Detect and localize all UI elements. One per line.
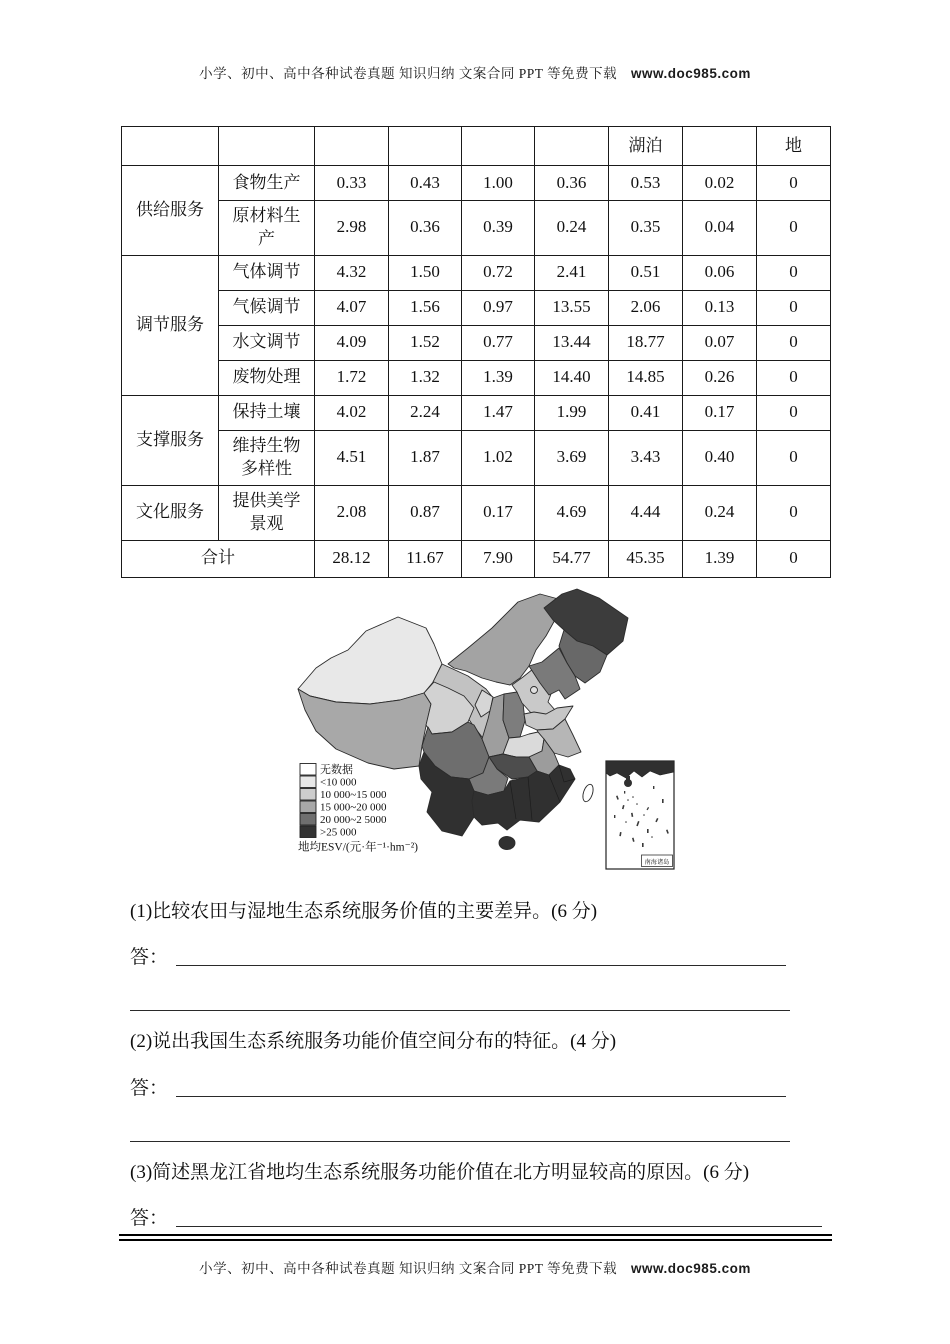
questions-section — [121, 881, 830, 1231]
table-cell: 28.12 — [315, 540, 389, 577]
table-cell: 45.35 — [609, 540, 683, 577]
table-cell: 1.32 — [389, 360, 462, 395]
total-label: 合计 — [122, 540, 315, 577]
table-cell: 0.53 — [609, 166, 683, 201]
row-label: 保持土壤 — [219, 395, 315, 430]
region-hainan-island — [499, 836, 515, 849]
question-3: (3)简述黑龙江省地均生态系统服务功能价值在北方明显较高的原因。(6 分) — [130, 1161, 750, 1183]
table-cell: 0.39 — [462, 201, 535, 256]
table-row — [122, 430, 831, 485]
answer-prefix: 答： — [130, 947, 169, 969]
table-cell: 4.09 — [315, 325, 389, 360]
row-label: 原材料生产 — [219, 201, 315, 256]
table-row — [122, 325, 831, 360]
table-row — [122, 395, 831, 430]
row-group-supporting: 支撑服务 — [122, 395, 219, 485]
table-cell: 54.77 — [535, 540, 609, 577]
header-cell — [219, 127, 315, 166]
table-cell: 0 — [757, 255, 831, 290]
table-cell: 4.44 — [609, 485, 683, 540]
table-cell: 0.43 — [389, 166, 462, 201]
row-label: 提供美学景观 — [219, 485, 315, 540]
question-2: (2)说出我国生态系统服务功能价值空间分布的特征。(4 分) — [130, 1031, 617, 1053]
table-cell: 1.72 — [315, 360, 389, 395]
table-cell: 0 — [757, 485, 831, 540]
legend-swatch-gt25 — [300, 826, 316, 838]
table-cell: 0.41 — [609, 395, 683, 430]
china-esv-map — [276, 586, 676, 881]
footer-watermark — [0, 1257, 950, 1277]
table-row — [122, 255, 831, 290]
legend-swatch-20-25 — [300, 813, 316, 825]
answer-blank-line — [176, 1073, 786, 1097]
header-cell — [389, 127, 462, 166]
legend-label: <10 000 — [319, 776, 356, 789]
header-cell — [535, 127, 609, 166]
table-cell: 4.32 — [315, 255, 389, 290]
table-cell: 1.56 — [389, 290, 462, 325]
page-content — [121, 126, 830, 1241]
legend-swatch-nodata — [300, 763, 316, 775]
header-cell — [462, 127, 535, 166]
header-cell — [122, 127, 219, 166]
table-cell: 0 — [757, 166, 831, 201]
footer-site-url[interactable]: www.doc985.com — [631, 1261, 751, 1277]
header-promo-text: 小学、初中、高中各种试卷真题 知识归纳 文案合同 PPT 等免费下载 — [199, 66, 618, 81]
question-1: (1)比较农田与湿地生态系统服务价值的主要差异。(6 分) — [130, 900, 598, 922]
map-legend — [298, 762, 418, 854]
table-cell: 2.08 — [315, 485, 389, 540]
answer-row-3 — [130, 1200, 830, 1230]
legend-swatch-lt10000 — [300, 776, 316, 788]
answer-blank-line — [176, 1203, 822, 1227]
table-cell: 0.02 — [683, 166, 757, 201]
legend-swatch-10-15 — [300, 788, 316, 800]
header-cell — [315, 127, 389, 166]
table-cell: 0.36 — [535, 166, 609, 201]
table-cell: 4.02 — [315, 395, 389, 430]
row-label: 气候调节 — [219, 290, 315, 325]
inset-frame — [606, 761, 674, 869]
table-cell: 18.77 — [609, 325, 683, 360]
table-cell: 0.17 — [683, 395, 757, 430]
table-cell: 0.77 — [462, 325, 535, 360]
page-end-double-rule — [119, 1234, 832, 1241]
table-cell: 13.55 — [535, 290, 609, 325]
legend-label: 15 000~20 000 — [319, 801, 386, 814]
table-row — [122, 201, 831, 256]
answer-blank-line — [176, 942, 786, 966]
region-xinjiang — [298, 617, 442, 704]
region-beijing — [530, 686, 537, 693]
header-cell-land: 地 — [757, 127, 831, 166]
footer-promo-text: 小学、初中、高中各种试卷真题 知识归纳 文案合同 PPT 等免费下载 — [199, 1261, 618, 1277]
region-taiwan-island — [580, 783, 594, 803]
header-cell — [683, 127, 757, 166]
answer-blank-line — [130, 969, 790, 1011]
table-cell: 1.52 — [389, 325, 462, 360]
row-label: 气体调节 — [219, 255, 315, 290]
table-cell: 1.39 — [462, 360, 535, 395]
table-row — [122, 360, 831, 395]
table-cell: 1.00 — [462, 166, 535, 201]
table-total-row — [122, 540, 831, 577]
row-label: 废物处理 — [219, 360, 315, 395]
row-group-regulating: 调节服务 — [122, 255, 219, 395]
legend-label: >25 000 — [319, 826, 356, 839]
table-row — [122, 166, 831, 201]
table-cell: 0.07 — [683, 325, 757, 360]
table-cell: 13.44 — [535, 325, 609, 360]
table-cell: 2.98 — [315, 201, 389, 256]
inset-leizhou — [626, 776, 630, 781]
table-cell: 0.04 — [683, 201, 757, 256]
legend-label: 无数据 — [319, 763, 353, 776]
answer-row-1 — [130, 939, 830, 969]
table-cell: 0.06 — [683, 255, 757, 290]
table-cell: 0 — [757, 360, 831, 395]
row-label: 水文调节 — [219, 325, 315, 360]
table-cell: 0.26 — [683, 360, 757, 395]
table-cell: 0 — [757, 290, 831, 325]
legend-caption: 地均ESV/(元·年⁻¹·hm⁻²) — [297, 841, 418, 854]
table-cell: 0.72 — [462, 255, 535, 290]
table-cell: 2.24 — [389, 395, 462, 430]
table-cell: 0.51 — [609, 255, 683, 290]
china-map-svg — [276, 586, 676, 876]
table-row — [122, 485, 831, 540]
table-cell: 0 — [757, 430, 831, 485]
table-cell: 2.41 — [535, 255, 609, 290]
table-cell: 2.06 — [609, 290, 683, 325]
table-cell: 1.39 — [683, 540, 757, 577]
table-cell: 0 — [757, 325, 831, 360]
header-cell-lake: 湖泊 — [609, 127, 683, 166]
table-cell: 14.85 — [609, 360, 683, 395]
legend-swatch-15-20 — [300, 801, 316, 813]
table-cell: 0.24 — [535, 201, 609, 256]
table-cell: 11.67 — [389, 540, 462, 577]
table-cell: 0.35 — [609, 201, 683, 256]
legend-label: 10 000~15 000 — [319, 788, 386, 801]
header-watermark — [0, 0, 950, 82]
answer-row-2 — [130, 1070, 830, 1100]
table-cell: 1.87 — [389, 430, 462, 485]
table-cell: 0 — [757, 540, 831, 577]
table-header-row — [122, 127, 831, 166]
table-cell: 0.17 — [462, 485, 535, 540]
answer-prefix: 答： — [130, 1208, 169, 1230]
row-label: 维持生物多样性 — [219, 430, 315, 485]
table-cell: 1.02 — [462, 430, 535, 485]
south-china-sea-inset — [606, 761, 674, 869]
table-cell: 4.69 — [535, 485, 609, 540]
header-site-url[interactable]: www.doc985.com — [631, 66, 751, 81]
table-cell: 7.90 — [462, 540, 535, 577]
table-cell: 0.36 — [389, 201, 462, 256]
table-cell: 4.07 — [315, 290, 389, 325]
table-cell: 4.51 — [315, 430, 389, 485]
table-cell: 1.47 — [462, 395, 535, 430]
table-cell: 0.87 — [389, 485, 462, 540]
table-cell: 1.99 — [535, 395, 609, 430]
esv-table — [121, 126, 831, 578]
table-cell: 3.69 — [535, 430, 609, 485]
answer-prefix: 答： — [130, 1077, 169, 1099]
table-cell: 0.97 — [462, 290, 535, 325]
row-group-supply: 供给服务 — [122, 166, 219, 256]
table-cell: 0 — [757, 201, 831, 256]
row-label: 食物生产 — [219, 166, 315, 201]
table-cell: 0.13 — [683, 290, 757, 325]
table-cell: 0.33 — [315, 166, 389, 201]
table-cell: 0.40 — [683, 430, 757, 485]
inset-label-text: 南海诸岛 — [644, 858, 669, 866]
legend-label: 20 000~2 5000 — [319, 813, 386, 826]
answer-blank-line — [130, 1100, 790, 1142]
table-row — [122, 290, 831, 325]
table-cell: 1.50 — [389, 255, 462, 290]
table-cell: 14.40 — [535, 360, 609, 395]
row-group-cultural: 文化服务 — [122, 485, 219, 540]
table-cell: 0 — [757, 395, 831, 430]
table-cell: 3.43 — [609, 430, 683, 485]
table-cell: 0.24 — [683, 485, 757, 540]
